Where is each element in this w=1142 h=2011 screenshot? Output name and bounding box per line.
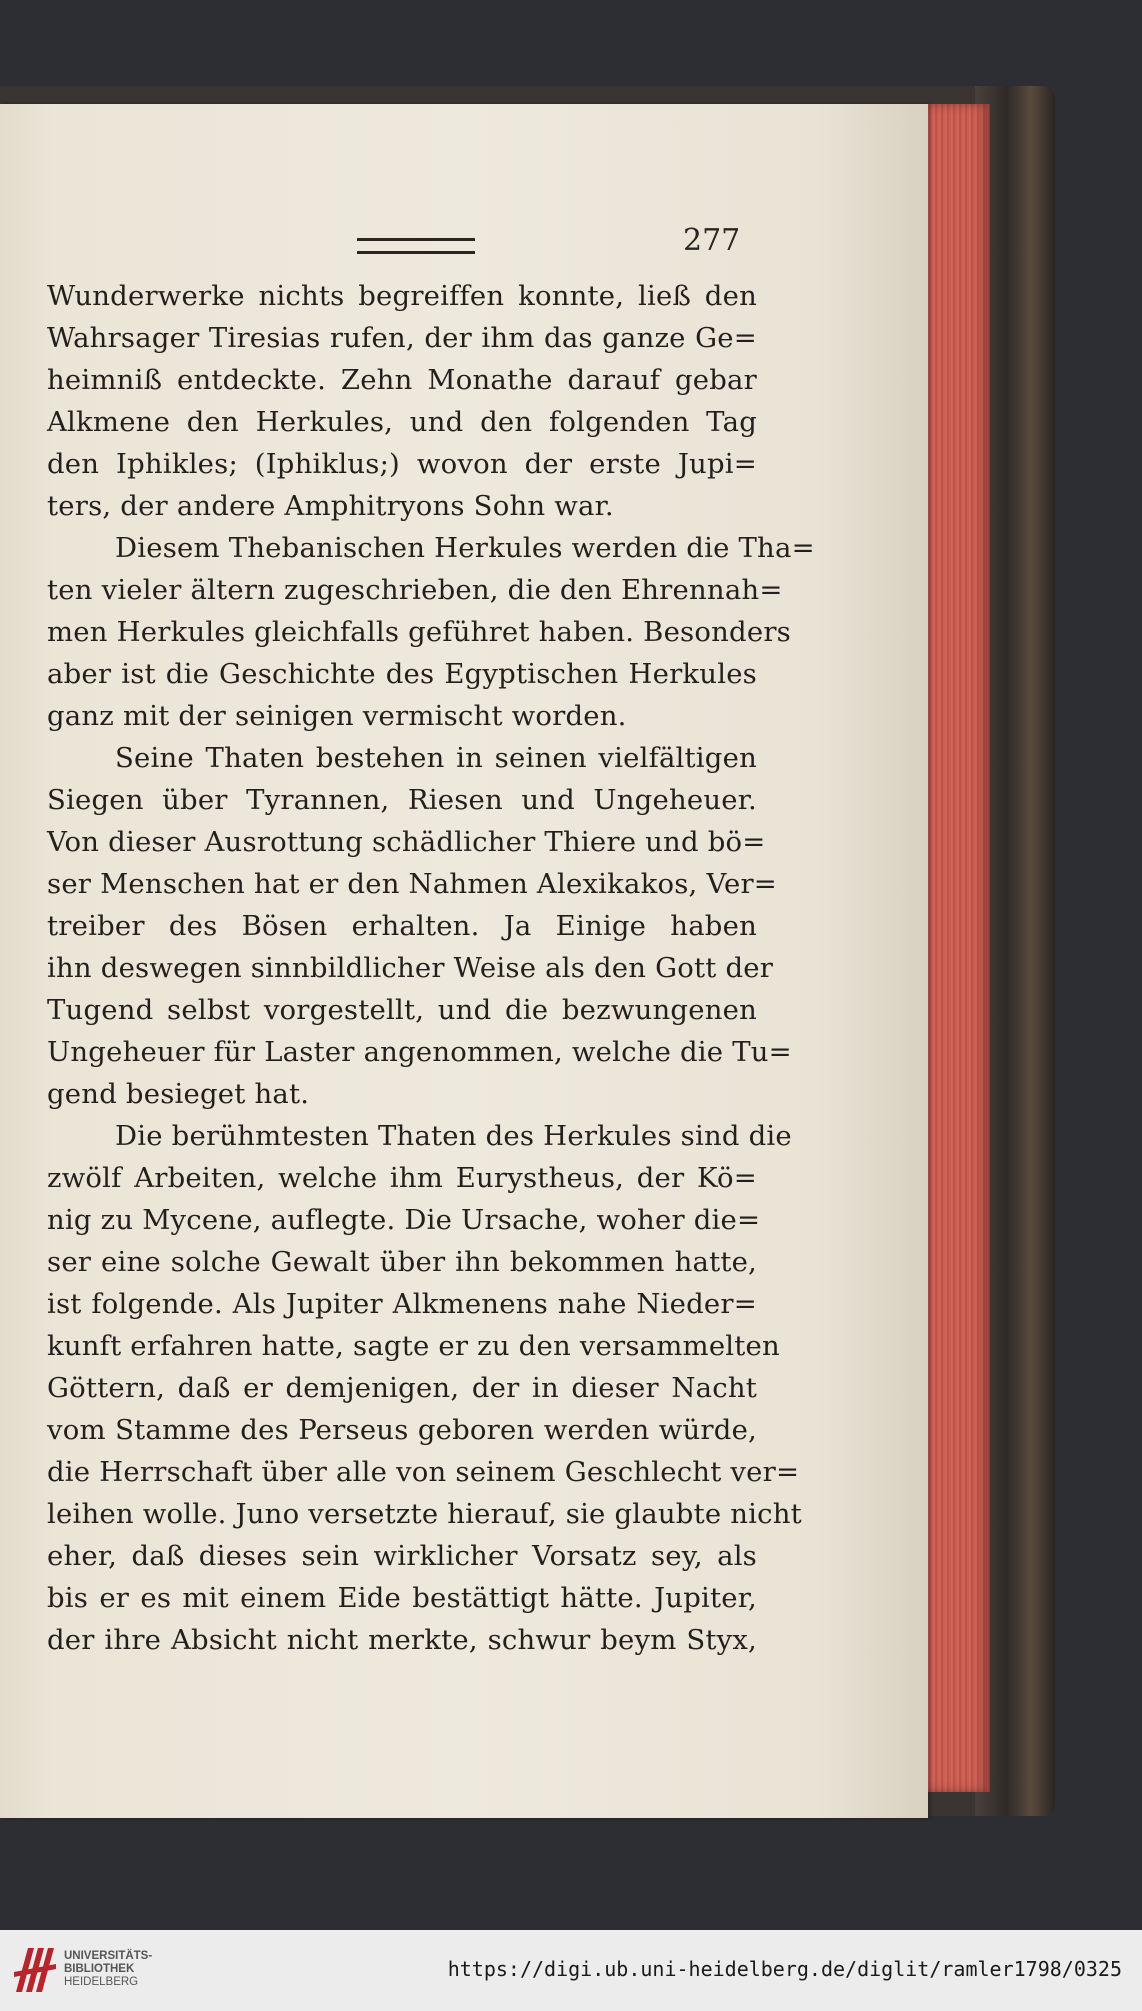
text-line: den Iphikles; (Iphiklus;) wovon der erste Jupi= <box>47 448 757 480</box>
text-line: Alkmene den Herkules, und den folgenden Tag <box>47 406 757 438</box>
text-line: ten vieler ältern zugeschrieben, die den Ehrennah= <box>47 574 783 606</box>
text-line: Seine Thaten bestehen in seinen vielfältigen <box>115 742 757 774</box>
text-line: Wahrsager Tiresias rufen, der ihm das ganze Ge= <box>47 322 757 354</box>
text-line: nig zu Mycene, auflegte. Die Ursache, woher die= <box>47 1204 761 1236</box>
text-line: ist folgende. Als Jupiter Alkmenens nahe Nieder= <box>47 1288 757 1320</box>
text-line: vom Stamme des Perseus geboren werden würde, <box>47 1414 757 1446</box>
page-number: 277 <box>683 223 741 258</box>
text-line: bis er es mit einem Eide bestättigt hätte. Jupiter, <box>47 1582 757 1614</box>
text-line: eher, daß dieses sein wirklicher Vorsatz sey, als <box>47 1540 757 1572</box>
text-line: Göttern, daß er demjenigen, der in dieser Nacht <box>47 1372 757 1404</box>
text-line: ser Menschen hat er den Nahmen Alexikakos, Ver= <box>47 868 778 900</box>
text-line: Von dieser Ausrottung schädlicher Thiere und bö= <box>47 826 766 858</box>
permalink-url[interactable]: https://digi.ub.uni-heidelberg.de/diglit/ramler1798/0325 <box>447 1957 1122 1981</box>
text-line: zwölf Arbeiten, welche ihm Eurystheus, der Kö= <box>47 1162 757 1194</box>
text-line: Tugend selbst vorgestellt, und die bezwungenen <box>47 994 757 1026</box>
text-line: Ungeheuer für Laster angenommen, welche die Tu= <box>47 1036 792 1068</box>
institution-line: BIBLIOTHEK <box>64 1963 135 1975</box>
page-block-edge <box>920 104 990 1792</box>
header-rule <box>357 238 475 254</box>
text-line: die Herrschaft über alle von seinem Geschlecht ver= <box>47 1456 800 1488</box>
text-line: treiber des Bösen erhalten. Ja Einige haben <box>47 910 757 942</box>
institution-line: HEIDELBERG <box>64 1976 139 1988</box>
text-line: Diesem Thebanischen Herkules werden die Tha= <box>115 532 815 564</box>
text-line: ihn deswegen sinnbildlicher Weise als den Gott der <box>47 952 774 984</box>
institution-line: UNIVERSITÄTS- <box>64 1950 153 1962</box>
university-library-logo-icon[interactable] <box>12 1942 58 1998</box>
text-line: aber ist die Geschichte des Egyptischen Herkules <box>47 658 757 690</box>
text-line: der ihre Absicht nicht merkte, schwur beym Styx, <box>47 1624 757 1656</box>
text-line: Die berühmtesten Thaten des Herkules sind die <box>115 1120 792 1152</box>
text-line: ganz mit der seinigen vermischt worden. <box>47 700 627 732</box>
text-line: Wunderwerke nichts begreiffen konnte, ließ den <box>47 280 757 312</box>
text-line: leihen wolle. Juno versetzte hierauf, sie glaubte nicht <box>47 1498 802 1530</box>
text-line: Siegen über Tyrannen, Riesen und Ungeheuer. <box>47 784 757 816</box>
text-line: ser eine solche Gewalt über ihn bekommen hatte, <box>47 1246 757 1278</box>
footer-bar <box>0 1930 1142 2011</box>
institution-name[interactable] <box>64 1950 152 1989</box>
text-line: men Herkules gleichfalls geführet haben. Besonders <box>47 616 791 648</box>
text-line: gend besieget hat. <box>47 1078 310 1110</box>
text-line: heimniß entdeckte. Zehn Monathe darauf gebar <box>47 364 757 396</box>
text-line: ters, der andere Amphitryons Sohn war. <box>47 490 614 522</box>
text-line: kunft erfahren hatte, sagte er zu den versammelten <box>47 1330 780 1362</box>
